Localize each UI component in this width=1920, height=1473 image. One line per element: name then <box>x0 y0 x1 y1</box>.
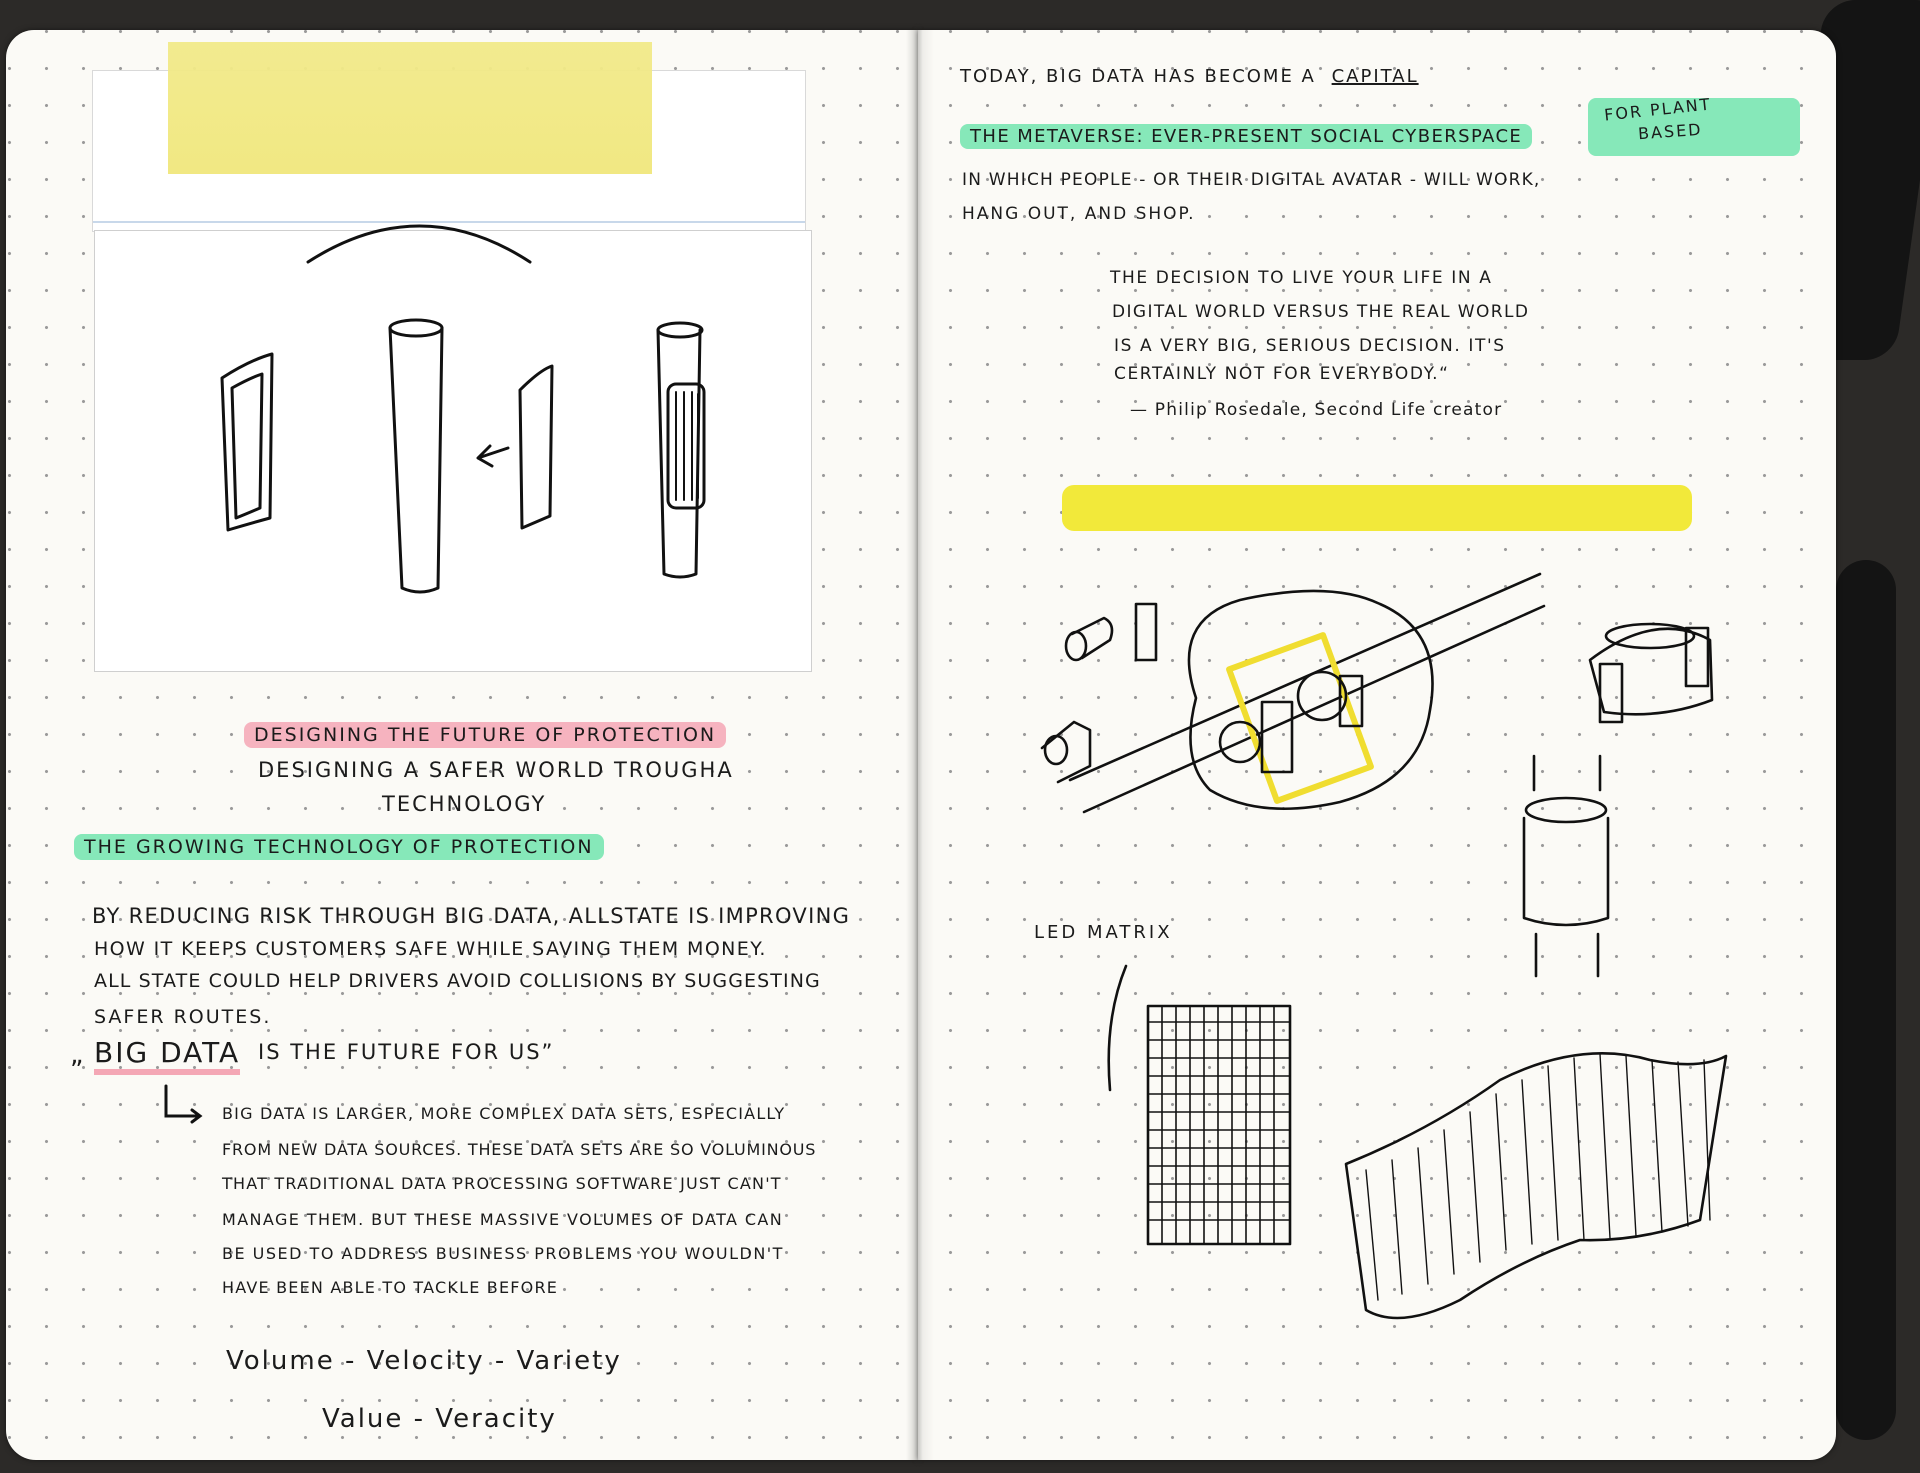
rail-lines <box>1070 574 1544 812</box>
note-for-plant: FOR PLANT <box>1603 94 1713 125</box>
quote-line-1: THE DECISION TO LIVE YOUR LIFE IN A <box>1110 268 1493 288</box>
led-grid-outline <box>1148 1006 1290 1244</box>
cylinder-bottom-lines <box>1536 934 1598 976</box>
five-vs-line-2: Value - Veracity <box>322 1404 557 1434</box>
definition-line-3: THAT TRADITIONAL DATA PROCESSING SOFTWARE JUST CAN'T <box>222 1174 782 1193</box>
title-designing-protection: DESIGNING THE FUTURE OF PROTECTION <box>244 722 726 748</box>
matrix-callout <box>1109 966 1126 1090</box>
yellow-frame <box>1229 635 1371 801</box>
cylinder-top-lines <box>1534 756 1600 790</box>
flexible-led-sheet <box>1346 1053 1726 1318</box>
band-ring-top <box>1606 624 1694 648</box>
definition-line-2: FROM NEW DATA SOURCES. THESE DATA SETS ARE SO VOLUMINOUS <box>222 1140 817 1159</box>
led-grid-lines <box>1148 1006 1290 1244</box>
quote-line-3: IS A VERY BIG, SERIOUS DECISION. IT'S <box>1114 336 1506 356</box>
definition-line-1: BIG DATA IS LARGER, MORE COMPLEX DATA SETS, ESPECIALLY <box>222 1104 786 1123</box>
subtitle-line-2: TECHNOLOGY <box>382 792 547 816</box>
cylinder-cap <box>1526 798 1606 822</box>
note-based: BASED <box>1637 119 1704 144</box>
definition-line-5: BE USED TO ADDRESS BUSINESS PROBLEMS YOU WOULDN'T <box>222 1244 784 1263</box>
led-matrix-label: LED MATRIX <box>1034 922 1173 943</box>
paragraph-line-1: BY REDUCING RISK THROUGH BIG DATA, ALLSTATE IS IMPROVING <box>92 904 851 928</box>
five-vs-line-1: Volume - Velocity - Variety <box>226 1346 622 1376</box>
right-line-1-capital: CAPITAL <box>1331 66 1419 87</box>
pill-end <box>1066 632 1086 660</box>
box-circle <box>1045 736 1067 764</box>
definition-line-6: HAVE BEEN ABLE TO TACKLE BEFORE <box>222 1278 559 1297</box>
metaverse-cont-1: IN WHICH PEOPLE - OR THEIR DIGITAL AVATAR - WILL WORK, <box>962 170 1541 190</box>
quote-line-2: DIGITAL WORLD VERSUS THE REAL WORLD <box>1112 302 1530 322</box>
flexible-sheet-hatching <box>1366 1054 1710 1300</box>
definition-line-4: MANAGE THEM. BUT THESE MASSIVE VOLUMES OF DATA CAN <box>222 1210 784 1229</box>
paragraph-line-2: HOW IT KEEPS CUSTOMERS SAFE WHILE SAVING THEM MONEY. <box>94 938 767 960</box>
subtitle-line-1: DESIGNING A SAFER WORLD TROUGHA <box>258 758 734 782</box>
quote-attribution: — Philip Rosedale, Second Life creator <box>1130 400 1503 420</box>
quote-line-4: CERTAINLY NOT FOR EVERYBODY.“ <box>1114 364 1450 384</box>
heading-growing-technology: THE GROWING TECHNOLOGY OF PROTECTION <box>74 834 604 860</box>
quote-open-mark: „ <box>70 1040 86 1070</box>
paragraph-line-4: SAFER ROUTES. <box>94 1006 272 1028</box>
pod-outline <box>1189 591 1433 809</box>
cylinder-band <box>1524 818 1608 925</box>
metaverse-cont-2: HANG OUT, AND SHOP. <box>962 204 1196 224</box>
band-ring <box>1590 629 1712 715</box>
metaverse-highlight: THE METAVERSE: EVER-PRESENT SOCIAL CYBERSPACE <box>960 124 1532 149</box>
paragraph-line-3: ALL STATE COULD HELP DRIVERS AVOID COLLISIONS BY SUGGESTING <box>94 970 821 992</box>
module-rect <box>1262 702 1292 772</box>
clip-part <box>1136 604 1156 660</box>
quote-rest: IS THE FUTURE FOR US” <box>258 1040 555 1064</box>
quote-big-data: BIG DATA <box>94 1036 240 1075</box>
right-line-1-text: TODAY, BIG DATA HAS BECOME A <box>960 66 1316 87</box>
pill-part <box>1072 618 1112 658</box>
